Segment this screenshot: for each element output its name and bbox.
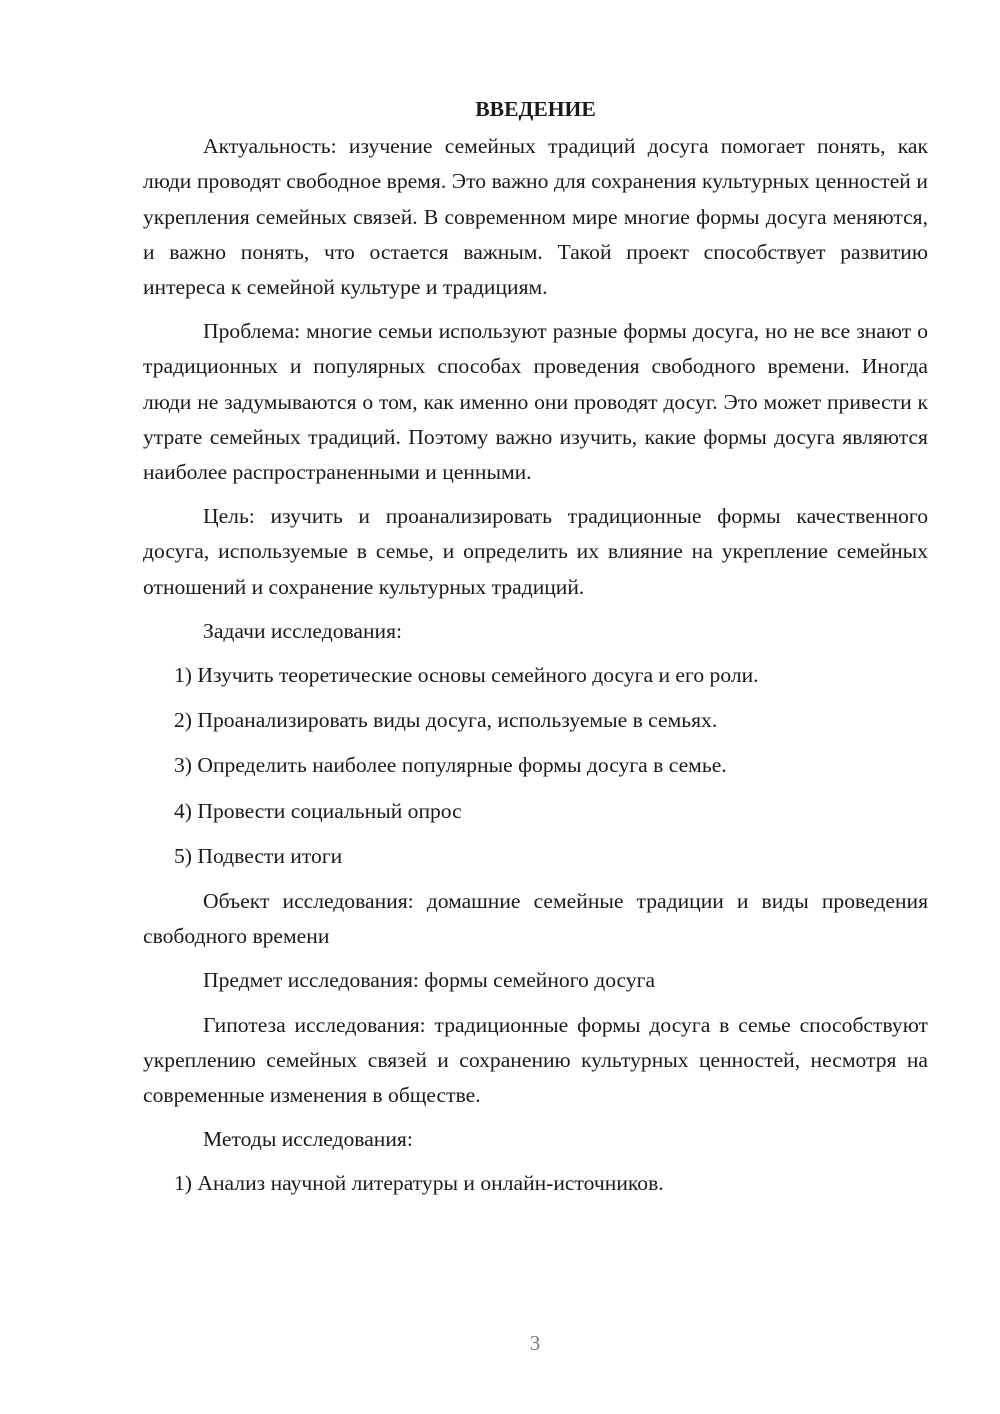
section-title: ВВЕДЕНИЕ [475,97,596,121]
task-item-3: 3) Определить наиболее популярные формы досуга в семье. [174,753,727,778]
task-item-1: 1) Изучить теоретические основы семейного досуга и его роли. [174,663,759,688]
page-number: 3 [529,1331,541,1355]
document-body [143,92,928,1212]
goal-paragraph: Цель: изучить и проанализировать традиционные формы качественного досуга, используемые в семье, и определить их влияние на укрепление семейных отношений и сохранение культурных традиций. [143,504,928,599]
task-item-4: 4) Провести социальный опрос [174,798,462,823]
task-item-2: 2) Проанализировать виды досуга, используемые в семьях. [174,708,718,733]
method-item-1: 1) Анализ научной литературы и онлайн-источников. [174,1171,664,1196]
object-paragraph: Объект исследования: домашние семейные традиции и виды проведения свободного времени [143,889,928,949]
tasks-heading: Задачи исследования: [203,618,403,643]
subject-paragraph: Предмет исследования: формы семейного досуга [203,968,656,993]
methods-heading: Методы исследования: [203,1127,413,1152]
task-item-5: 5) Подвести итоги [174,843,343,868]
problem-paragraph: Проблема: многие семьи используют разные формы досуга, но не все знают о традиционных и популярных способах проведения свободного времени. Иногда люди не задумываются о том, как именно они проводят досуг. Это может привести к утрате семейных традиций. Поэтому важно изучить, какие формы досуга являются наиболее распространенными и ценными. [143,319,928,485]
hypothesis-paragraph: Гипотеза исследования: традиционные формы досуга в семье способствуют укреплению семейных связей и сохранению культурных ценностей, несмотря на современные изменения в обществе. [143,1012,928,1108]
relevance-paragraph: Актуальность: изучение семейных традиций досуга помогает понять, как люди проводят свободное время. Это важно для сохранения культурных ценностей и укрепления семейных связей. В современном мире многие формы досуга меняются, и важно понять, что остается важным. Такой проект способствует развитию интереса к семейной культуре и традициям. [143,134,928,300]
